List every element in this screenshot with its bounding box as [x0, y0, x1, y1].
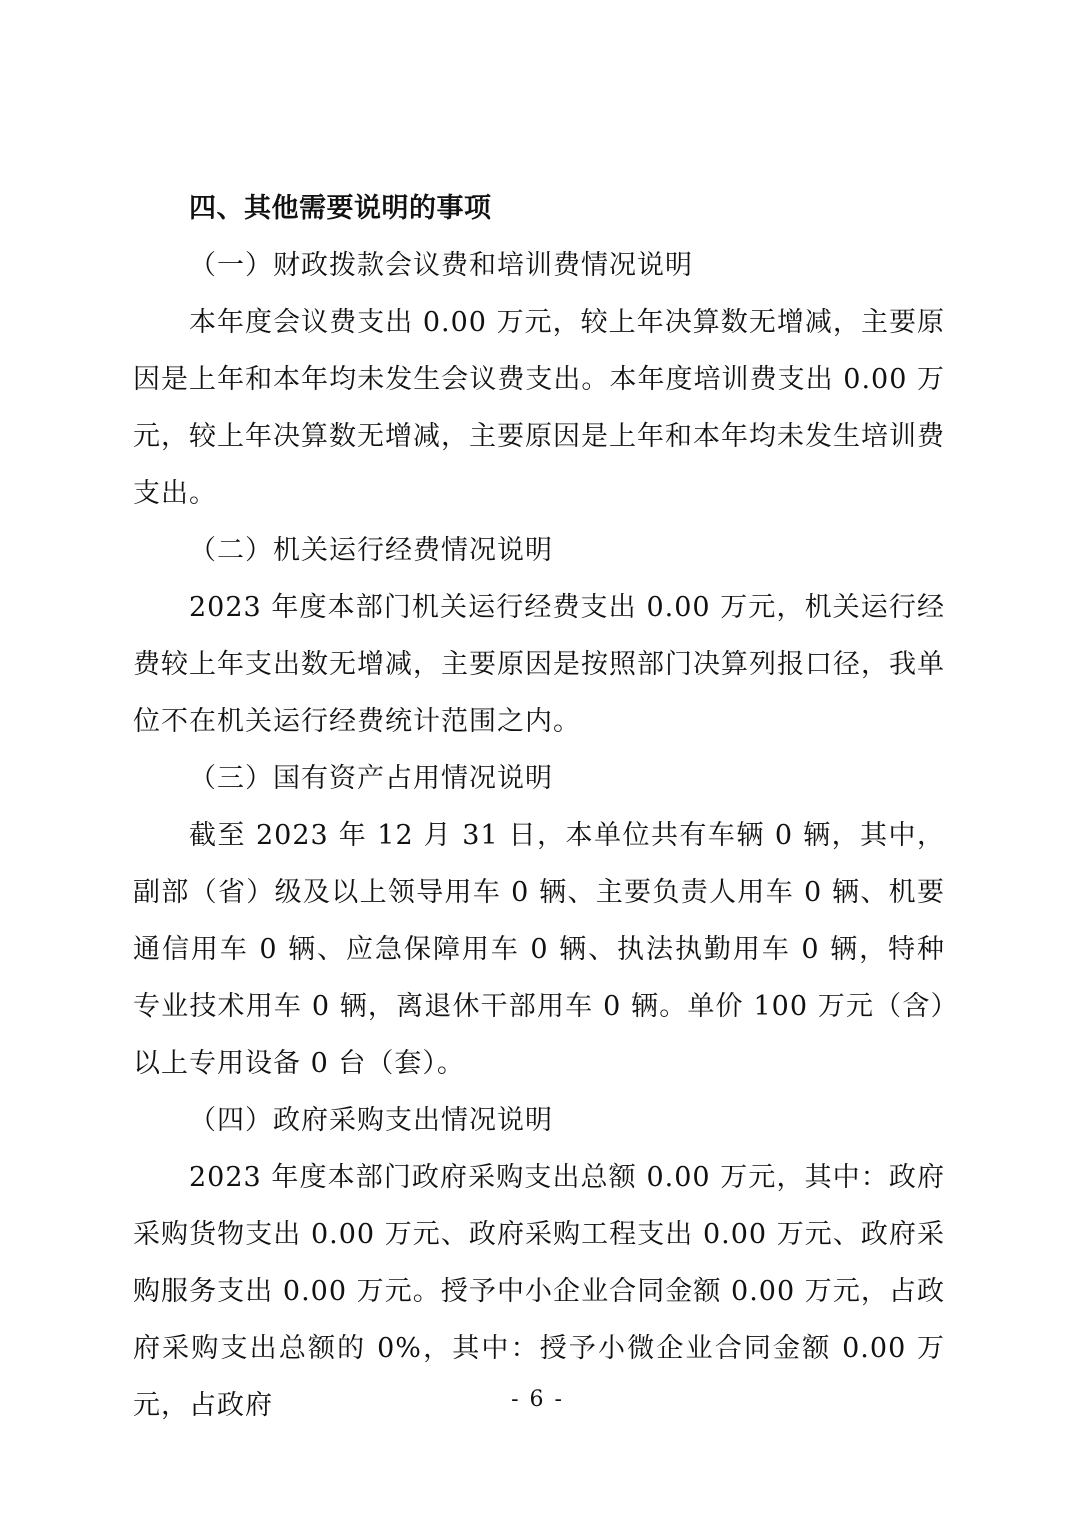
document-body	[133, 180, 945, 1434]
subtitle-state-assets: （三）国有资产占用情况说明	[189, 763, 553, 794]
block-procurement	[133, 1092, 945, 1434]
subtitle-procurement: （四）政府采购支出情况说明	[189, 1105, 553, 1136]
paragraph-procurement: 2023 年度本部门政府采购支出总额 0.00 万元，其中：政府采购货物支出 0.00 万元、政府采购工程支出 0.00 万元、政府采购服务支出 0.00 万元。授予中小企业合同金额 0.00 万元，占政府采购支出总额的 0%，其中：授予小微企业合同金额 0.00 万元，占政府	[133, 1162, 945, 1421]
paragraph-state-assets: 截至 2023 年 12 月 31 日，本单位共有车辆 0 辆，其中，副部（省）级及以上领导用车 0 辆、主要负责人用车 0 辆、机要通信用车 0 辆、应急保障用车 0 辆、执法执勤用车 0 辆，特种专业技术用车 0 辆，离退休干部用车 0 辆。单价 100 万元（含）以上专用设备 0 台（套）。	[133, 820, 945, 1079]
block-operating-expenses	[133, 522, 945, 750]
subtitle-meeting-training: （一）财政拨款会议费和培训费情况说明	[189, 250, 693, 281]
block-meeting-training	[133, 237, 945, 522]
block-state-assets	[133, 750, 945, 1092]
paragraph-meeting-training: 本年度会议费支出 0.00 万元，较上年决算数无增减，主要原因是上年和本年均未发生会议费支出。本年度培训费支出 0.00 万元，较上年决算数无增减，主要原因是上年和本年均未发生培训费支出。	[133, 307, 945, 509]
section-title: 四、其他需要说明的事项	[189, 193, 492, 224]
page-number: - 6 -	[511, 1387, 564, 1412]
subtitle-operating-expenses: （二）机关运行经费情况说明	[189, 535, 553, 566]
paragraph-operating-expenses: 2023 年度本部门机关运行经费支出 0.00 万元，机关运行经费较上年支出数无增减，主要原因是按照部门决算列报口径，我单位不在机关运行经费统计范围之内。	[133, 592, 945, 737]
